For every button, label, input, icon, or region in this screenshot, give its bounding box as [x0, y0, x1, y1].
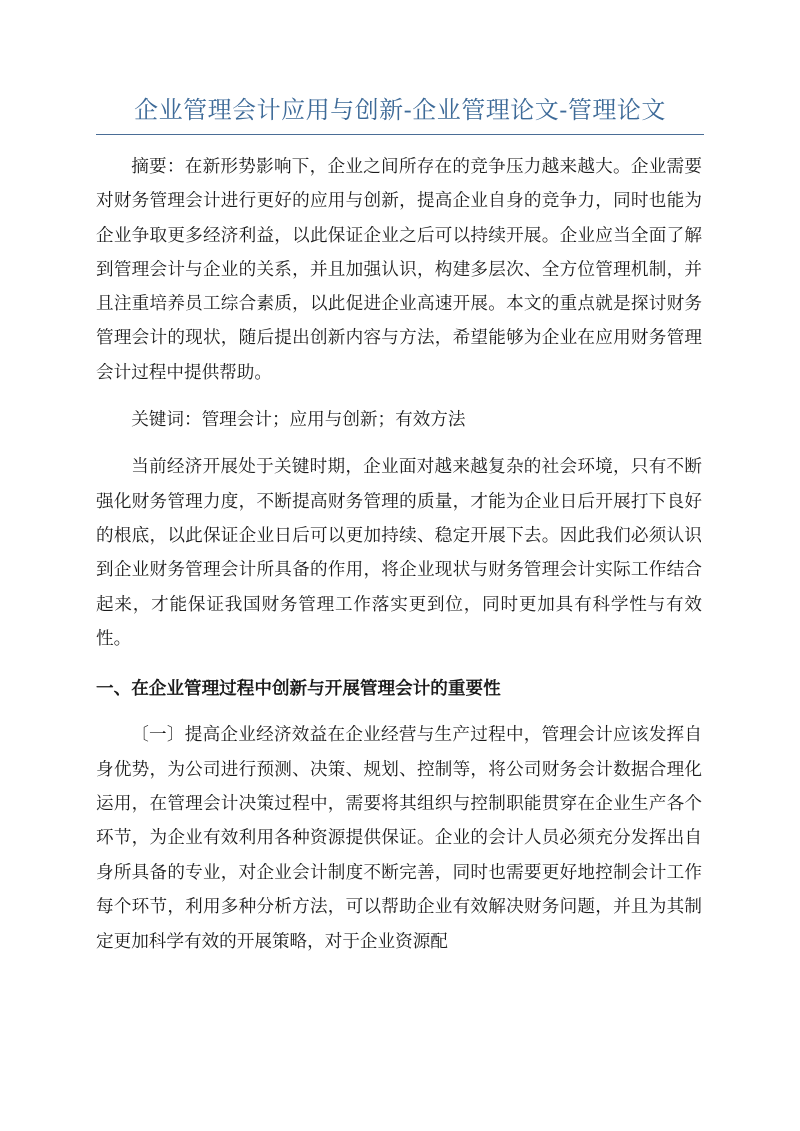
section-paragraph: 〔一〕提高企业经济效益在企业经营与生产过程中，管理会计应该发挥自身优势，为公司进行预测、决策、规划、控制等，将公司财务会计数据合理化运用，在管理会计决策过程中，需要将其组织与控制职能贯穿在企业生产各个环节，为企业有效利用各种资源提供保证。企业的会计人员必须充分发挥出自身所具备的专业，对企业会计制度不断完善，同时也需要更好地控制会计工作每个环节，利用多种分析方法，可以帮助企业有效解决财务问题，并且为其制定更加科学有效的开展策略，对于企业资源配	[96, 725, 702, 952]
title-block	[96, 92, 704, 135]
intro-paragraph: 当前经济开展处于关键时期，企业面对越来越复杂的社会环境，只有不断强化财务管理力度，不断提高财务管理的质量，才能为企业日后开展打下良好的根底，以此保证企业日后可以更加持续、稳定开展下去。因此我们必须认识到企业财务管理会计所具备的作用，将企业现状与财务管理会计实际工作结合起来，才能保证我国财务管理工作落实更到位，同时更加具有科学性与有效性。	[96, 457, 702, 649]
document-title: 企业管理会计应用与创新-企业管理论文-管理论文	[134, 96, 666, 124]
section-heading: 一、在企业管理过程中创新与开展管理会计的重要性	[96, 679, 501, 700]
keywords-paragraph: 关键词：管理会计；应用与创新；有效方法	[131, 410, 466, 431]
abstract-paragraph: 摘要：在新形势影响下，企业之间所存在的竞争压力越来越大。企业需要对财务管理会计进行更好的应用与创新，提高企业自身的竞争力，同时也能为企业争取更多经济利益，以此保证企业之后可以持续开展。企业应当全面了解到管理会计与企业的关系，并且加强认识，构建多层次、全方位管理机制，并且注重培养员工综合素质，以此促进企业高速开展。本文的重点就是探讨财务管理会计的现状，随后提出创新内容与方法，希望能够为企业在应用财务管理会计过程中提供帮助。	[96, 157, 702, 383]
document-body	[96, 150, 702, 959]
